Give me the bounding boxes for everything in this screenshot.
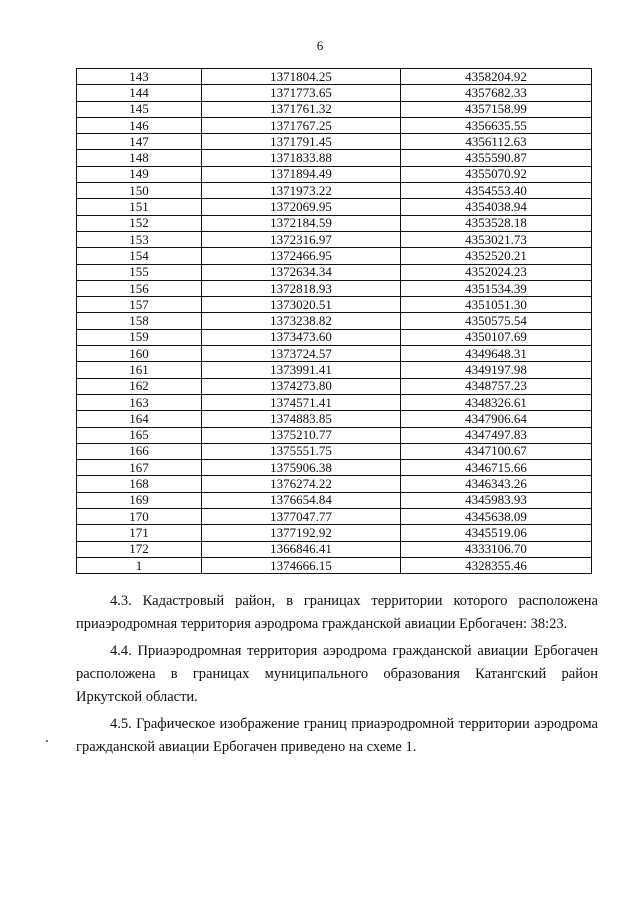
table-row (77, 557, 592, 573)
table-row (77, 329, 592, 345)
point-number-cell: 162 (77, 378, 202, 394)
x-coordinate-cell: 1372634.34 (202, 264, 401, 280)
point-number-cell: 168 (77, 476, 202, 492)
point-number-cell: 152 (77, 215, 202, 231)
table-row (77, 427, 592, 443)
table-row (77, 362, 592, 378)
x-coordinate-cell: 1371761.32 (202, 101, 401, 117)
table-row (77, 411, 592, 427)
table-row (77, 492, 592, 508)
point-number-cell: 171 (77, 525, 202, 541)
y-coordinate-cell: 4345638.09 (401, 509, 592, 525)
point-number-cell: 154 (77, 248, 202, 264)
y-coordinate-cell: 4345983.93 (401, 492, 592, 508)
table-row (77, 199, 592, 215)
y-coordinate-cell: 4358204.92 (401, 69, 592, 85)
x-coordinate-cell: 1371894.49 (202, 166, 401, 182)
y-coordinate-cell: 4348326.61 (401, 394, 592, 410)
table-row (77, 248, 592, 264)
x-coordinate-cell: 1374571.41 (202, 394, 401, 410)
table-row (77, 509, 592, 525)
point-number-cell: 163 (77, 394, 202, 410)
table-row (77, 280, 592, 296)
point-number-cell: 158 (77, 313, 202, 329)
coordinates-table (76, 68, 592, 574)
point-number-cell: 165 (77, 427, 202, 443)
y-coordinate-cell: 4352024.23 (401, 264, 592, 280)
y-coordinate-cell: 4351051.30 (401, 297, 592, 313)
table-row (77, 460, 592, 476)
table-row (77, 443, 592, 459)
table-row (77, 297, 592, 313)
x-coordinate-cell: 1373020.51 (202, 297, 401, 313)
point-number-cell: 159 (77, 329, 202, 345)
y-coordinate-cell: 4346343.26 (401, 476, 592, 492)
x-coordinate-cell: 1371791.45 (202, 134, 401, 150)
y-coordinate-cell: 4357158.99 (401, 101, 592, 117)
paragraph-4-5: 4.5. Графическое изображение границ приаэродромной территории аэродрома гражданской авиации Ербогачен приведено на схеме 1. (76, 716, 598, 755)
point-number-cell: 160 (77, 346, 202, 362)
table-row (77, 541, 592, 557)
x-coordinate-cell: 1376274.22 (202, 476, 401, 492)
x-coordinate-cell: 1373991.41 (202, 362, 401, 378)
x-coordinate-cell: 1372069.95 (202, 199, 401, 215)
table-row (77, 378, 592, 394)
x-coordinate-cell: 1377047.77 (202, 509, 401, 525)
x-coordinate-cell: 1372316.97 (202, 231, 401, 247)
x-coordinate-cell: 1374883.85 (202, 411, 401, 427)
page-number: 6 (316, 38, 324, 53)
point-number-cell: 150 (77, 183, 202, 199)
y-coordinate-cell: 4348757.23 (401, 378, 592, 394)
point-number-cell: 143 (77, 69, 202, 85)
table-row (77, 525, 592, 541)
point-number-cell: 170 (77, 509, 202, 525)
x-coordinate-cell: 1371833.88 (202, 150, 401, 166)
y-coordinate-cell: 4356635.55 (401, 117, 592, 133)
x-coordinate-cell: 1375210.77 (202, 427, 401, 443)
point-number-cell: 149 (77, 166, 202, 182)
y-coordinate-cell: 4355590.87 (401, 150, 592, 166)
y-coordinate-cell: 4347497.83 (401, 427, 592, 443)
y-coordinate-cell: 4351534.39 (401, 280, 592, 296)
x-coordinate-cell: 1374666.15 (202, 557, 401, 573)
point-number-cell: 167 (77, 460, 202, 476)
y-coordinate-cell: 4349197.98 (401, 362, 592, 378)
table-row (77, 313, 592, 329)
x-coordinate-cell: 1376654.84 (202, 492, 401, 508)
table-row (77, 101, 592, 117)
table-row (77, 150, 592, 166)
point-number-cell: 147 (77, 134, 202, 150)
x-coordinate-cell: 1372184.59 (202, 215, 401, 231)
y-coordinate-cell: 4349648.31 (401, 346, 592, 362)
x-coordinate-cell: 1375551.75 (202, 443, 401, 459)
x-coordinate-cell: 1373724.57 (202, 346, 401, 362)
y-coordinate-cell: 4350575.54 (401, 313, 592, 329)
paragraph-4-3: 4.3. Кадастровый район, в границах территории которого расположена приаэродромная территория аэродрома гражданской авиации Ербогачен: 38:23. (76, 593, 598, 632)
point-number-cell: 148 (77, 150, 202, 166)
point-number-cell: 1 (77, 557, 202, 573)
y-coordinate-cell: 4354553.40 (401, 183, 592, 199)
point-number-cell: 156 (77, 280, 202, 296)
table-row (77, 166, 592, 182)
table-row (77, 134, 592, 150)
table-row (77, 476, 592, 492)
y-coordinate-cell: 4347100.67 (401, 443, 592, 459)
point-number-cell: 164 (77, 411, 202, 427)
table-row (77, 346, 592, 362)
y-coordinate-cell: 4350107.69 (401, 329, 592, 345)
point-number-cell: 144 (77, 85, 202, 101)
y-coordinate-cell: 4354038.94 (401, 199, 592, 215)
point-number-cell: 155 (77, 264, 202, 280)
point-number-cell: 146 (77, 117, 202, 133)
paragraphs (76, 590, 598, 763)
x-coordinate-cell: 1372466.95 (202, 248, 401, 264)
x-coordinate-cell: 1373473.60 (202, 329, 401, 345)
paragraph-4-4: 4.4. Приаэродромная территория аэродрома гражданской авиации Ербогачен расположена в границах муниципального образования Катангский район Иркутской области. (76, 643, 598, 705)
x-coordinate-cell: 1372818.93 (202, 280, 401, 296)
y-coordinate-cell: 4357682.33 (401, 85, 592, 101)
x-coordinate-cell: 1371804.25 (202, 69, 401, 85)
table-row (77, 394, 592, 410)
coordinates-table-body (77, 69, 592, 574)
x-coordinate-cell: 1374273.80 (202, 378, 401, 394)
point-number-cell: 161 (77, 362, 202, 378)
y-coordinate-cell: 4353021.73 (401, 231, 592, 247)
x-coordinate-cell: 1371767.25 (202, 117, 401, 133)
point-number-cell: 145 (77, 101, 202, 117)
x-coordinate-cell: 1366846.41 (202, 541, 401, 557)
y-coordinate-cell: 4328355.46 (401, 557, 592, 573)
table-row (77, 264, 592, 280)
table-row (77, 85, 592, 101)
y-coordinate-cell: 4356112.63 (401, 134, 592, 150)
y-coordinate-cell: 4352520.21 (401, 248, 592, 264)
table-row (77, 117, 592, 133)
table-row (77, 215, 592, 231)
point-number-cell: 157 (77, 297, 202, 313)
y-coordinate-cell: 4333106.70 (401, 541, 592, 557)
table-row (77, 231, 592, 247)
point-number-cell: 172 (77, 541, 202, 557)
x-coordinate-cell: 1375906.38 (202, 460, 401, 476)
y-coordinate-cell: 4345519.06 (401, 525, 592, 541)
table-row (77, 183, 592, 199)
y-coordinate-cell: 4347906.64 (401, 411, 592, 427)
x-coordinate-cell: 1373238.82 (202, 313, 401, 329)
table-row (77, 69, 592, 85)
x-coordinate-cell: 1377192.92 (202, 525, 401, 541)
y-coordinate-cell: 4355070.92 (401, 166, 592, 182)
y-coordinate-cell: 4346715.66 (401, 460, 592, 476)
y-coordinate-cell: 4353528.18 (401, 215, 592, 231)
scan-speck (46, 740, 48, 742)
point-number-cell: 153 (77, 231, 202, 247)
x-coordinate-cell: 1371973.22 (202, 183, 401, 199)
point-number-cell: 166 (77, 443, 202, 459)
point-number-cell: 151 (77, 199, 202, 215)
point-number-cell: 169 (77, 492, 202, 508)
x-coordinate-cell: 1371773.65 (202, 85, 401, 101)
